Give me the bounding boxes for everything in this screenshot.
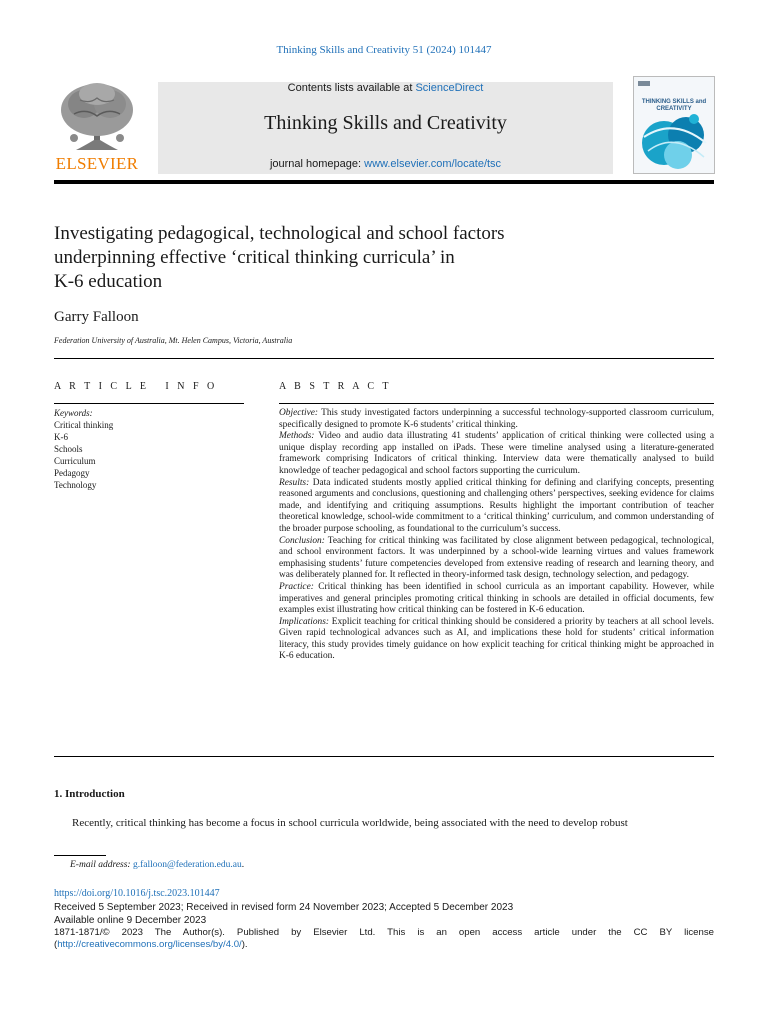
elsevier-logo [54,80,140,174]
keyword: Critical thinking [54,420,114,430]
doi-link[interactable]: https://doi.org/10.1016/j.tsc.2023.101447 [54,888,220,899]
elsevier-wordmark: ELSEVIER [55,154,139,173]
article-info-heading: A R T I C L E I N F O [54,381,218,392]
received-dates: Received 5 September 2023; Received in revised form 24 November 2023; Accepted 5 December 2023 [54,902,514,913]
author-affiliation: Federation University of Australia, Mt. Helen Campus, Victoria, Australia [54,336,293,345]
abstract-implications: Implications: Explicit teaching for critical thinking should be considered a priority by teachers at all school levels. Given rapid technological advances such as AI, and implications these hold for students’ critical information literacy, this study provides timely guidance on how explicit teaching for critical thinking might be approached in K-6 education. [279,616,714,662]
journal-cover[interactable] [633,76,715,174]
keyword: Pedagogy [54,468,90,478]
introduction-heading: 1. Introduction [54,788,125,800]
journal-name: Thinking Skills and Creativity [264,112,507,134]
abstract-objective: Objective: This study investigated factors underpinning a successful technology-supported classroom curriculum, specifically designed to promote K-6 students’ critical thinking. [279,408,714,430]
journal-citation[interactable]: Thinking Skills and Creativity 51 (2024) 101447 [276,44,492,56]
homepage-line [158,158,613,170]
header-divider [54,180,714,184]
homepage-prefix: journal homepage: [269,158,365,170]
title-line: K-6 education [54,271,163,292]
title-line: Investigating pedagogical, technological and school factors [54,223,505,244]
keyword: Schools [54,444,83,454]
email-label: E-mail address: [70,860,131,870]
cover-title: THINKING SKILLS and CREATIVITY [641,99,707,112]
cc-license-link[interactable]: http://creativecommons.org/licenses/by/4.0/ [57,939,242,950]
keywords-list [54,407,113,491]
introduction-text: Recently, critical thinking has become a focus in school curricula worldwide, being associated with the need to develop robust [72,817,628,829]
email-footnote: E-mail address: g.falloon@federation.edu.au. [70,860,245,870]
article-info-divider [54,403,244,404]
keyword: Technology [54,480,97,490]
author-email-link[interactable]: g.falloon@federation.edu.au [132,860,242,870]
keywords-label: Keywords: [54,408,93,418]
journal-header [158,82,613,174]
elsevier-tree-icon [54,80,140,156]
title-divider [54,358,714,359]
online-date: Available online 9 December 2023 [54,915,207,926]
footnote-divider [54,855,106,856]
abstract-methods: Methods: Video and audio data illustrating 41 students’ application of critical thinking were collected using a unique display recording app installed on iPads. These were timeline analysed using a literature-generated framework comprising Indicators of critical thinking. Interview data were thematically analysed to build knowledge of teacher pedagogical and school factors supporting the curriculum. [279,431,714,476]
contents-prefix: Contents lists available at [287,82,416,94]
article-title [54,222,614,294]
abstract-conclusion: Conclusion: Teaching for critical thinking was facilitated by close alignment between pedagogical, technological, and school environment factors. It was underpinned by a school-wide learning virtues and values framework emphasising students’ future competencies developed from extensive reading of research and learning theory, and was deliberately planned for. It reflected in theory-informed task design, technology selection, and pedagogy. [279,535,714,581]
author-name[interactable]: Garry Falloon [54,309,139,325]
cover-artwork-icon [634,77,714,173]
sciencedirect-link[interactable]: ScienceDirect [415,82,484,94]
abstract-results: Results: Data indicated students mostly applied critical thinking for defining and clarifying concepts, presenting reasoned arguments and conclusions, questioning and challenging others’ perspectives, seeking evidence for claims made, and identifying and critiquing assumptions. Results highlight the important contribution of teacher theoretical knowledge, school-wide commitment to a ‘critical thinking’ curriculum, and common understanding of the broader purpose schooling, as foundational to the curriculum’s success. [279,477,714,534]
journal-homepage-link[interactable]: www.elsevier.com/locate/tsc [364,158,502,170]
keyword: Curriculum [54,456,96,466]
contents-line [158,82,613,94]
license-statement: 1871-1871/© 2023 The Author(s). Published by Elsevier Ltd. This is an open access article under the CC BY license (http://creativecommons.org/licenses/by/4.0/). [54,927,714,950]
abstract-divider [279,403,714,404]
abstract-body [279,408,714,663]
keyword: K-6 [54,432,68,442]
abstract-heading: A B S T R A C T [279,381,392,392]
title-line: underpinning effective ‘critical thinking curricula’ in [54,247,455,268]
abstract-end-divider [54,756,714,757]
abstract-practice: Practice: Critical thinking has been identified in school curricula as an important capability. However, while imperatives and general principles promoting critical thinking in schools are detailed in official documents, few examples exist illustrating how critical thinking can be fostered in K-6 education. [279,581,715,616]
